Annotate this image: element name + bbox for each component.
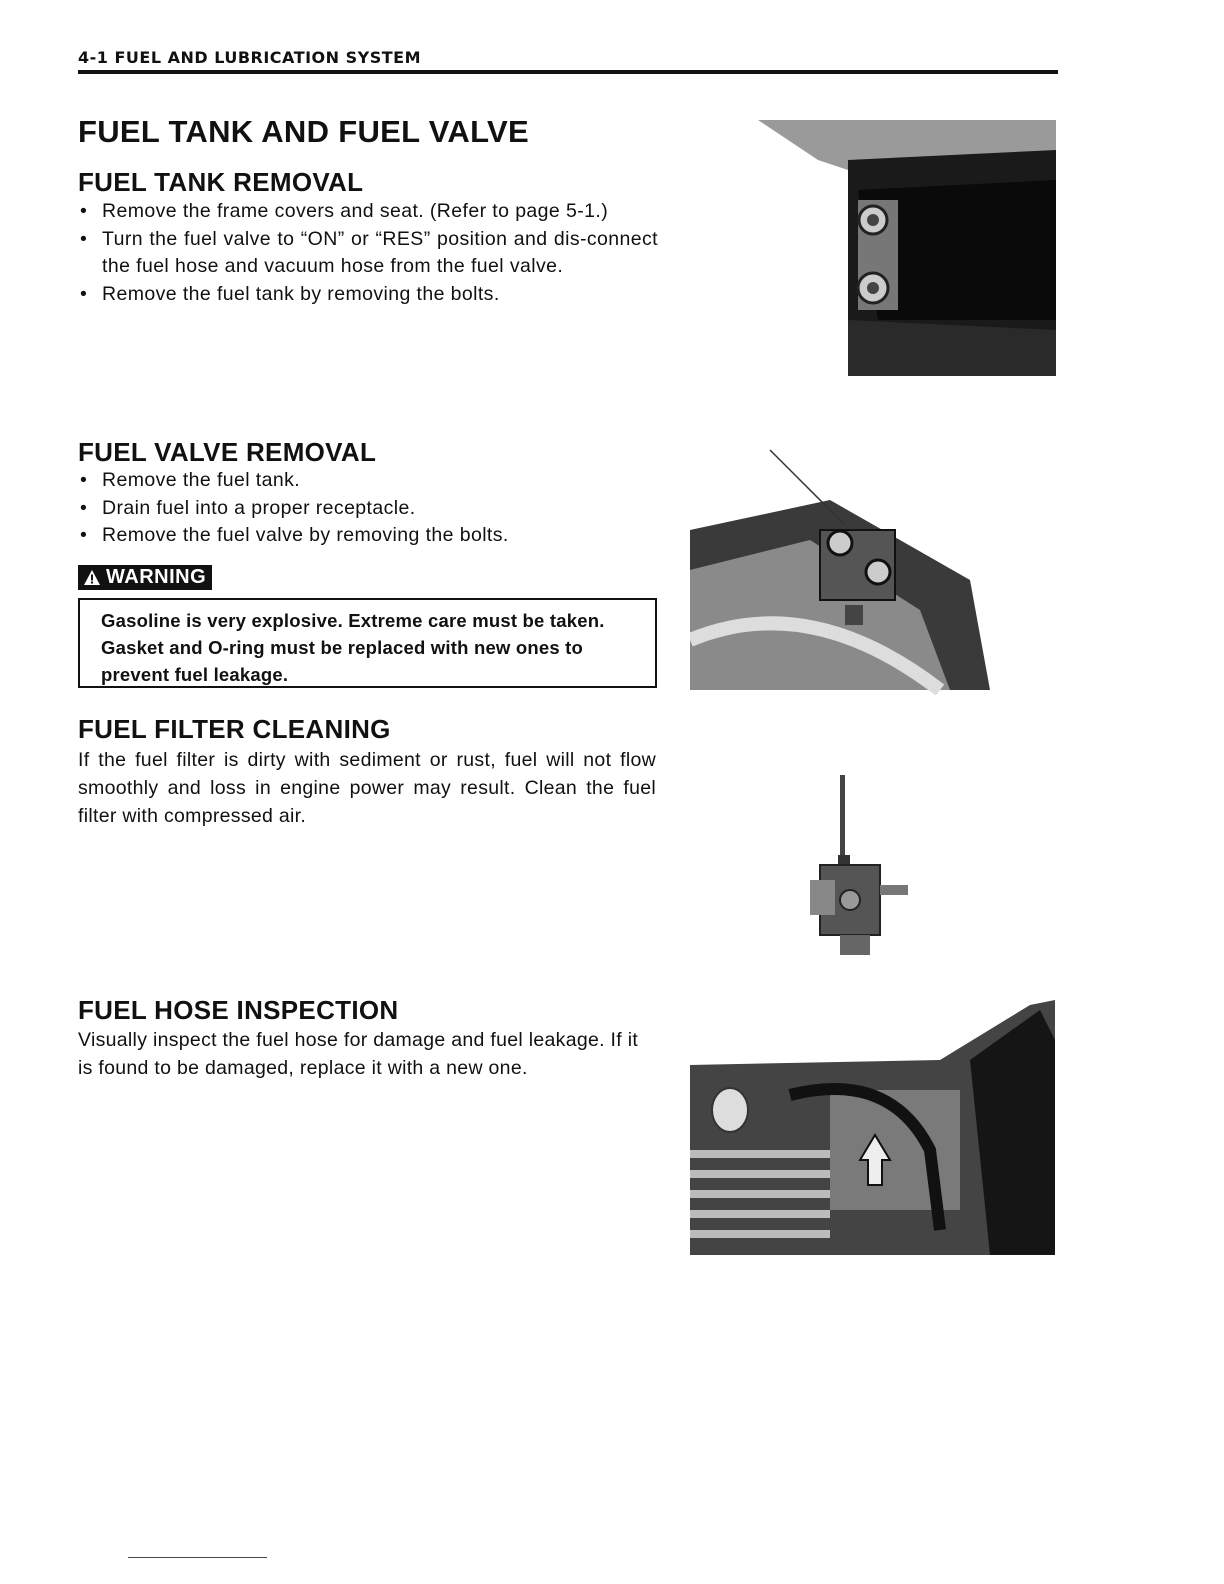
valve-removal-heading: FUEL VALVE REMOVAL: [78, 437, 377, 467]
list-item: • Turn the fuel valve to “ON” or “RES” position and dis-connect the fuel hose and vacuum hose from the fuel valve.: [78, 226, 658, 281]
page-header: 4-1 FUEL AND LUBRICATION SYSTEM: [78, 48, 1058, 74]
warning-label-text: WARNING: [106, 566, 207, 588]
list-item: • Remove the fuel tank.: [78, 467, 658, 495]
fuel-valve-photo: [690, 440, 1055, 695]
tank-removal-heading: FUEL TANK REMOVAL: [78, 167, 364, 197]
hose-inspection-text: Visually inspect the fuel hose for damage and fuel leakage. If it is found to be damaged, replace it with a new one.: [78, 1029, 639, 1079]
page-title: FUEL TANK AND FUEL VALVE: [78, 114, 529, 149]
tank-removal-steps: [78, 198, 658, 308]
fuel-filter-photo: [690, 770, 1055, 975]
warning-box: Gasoline is very explosive. Extreme care must be taken. Gasket and O-ring must be replaced with new ones to prevent fuel leakage.: [78, 598, 657, 688]
valve-removal-steps: [78, 467, 658, 550]
warning-label: [78, 565, 212, 590]
list-item: • Remove the fuel tank by removing the bolts.: [78, 281, 658, 309]
footer-divider: [128, 1557, 267, 1558]
fuel-tank-bolts-photo: [758, 120, 1056, 376]
warning-triangle-icon: [84, 570, 100, 585]
filter-cleaning-heading: FUEL FILTER CLEANING: [78, 714, 391, 744]
list-item: • Drain fuel into a proper receptacle.: [78, 495, 658, 523]
list-item: • Remove the fuel valve by removing the bolts.: [78, 522, 658, 550]
fuel-hose-photo: [690, 1000, 1055, 1255]
hose-inspection-heading: FUEL HOSE INSPECTION: [78, 995, 399, 1025]
list-item: • Remove the frame covers and seat. (Refer to page 5-1.): [78, 198, 658, 226]
filter-cleaning-text: If the fuel filter is dirty with sediment or rust, fuel will not flow smoothly and loss in engine power may result. Clean the fuel filter with compressed air.: [78, 749, 656, 827]
